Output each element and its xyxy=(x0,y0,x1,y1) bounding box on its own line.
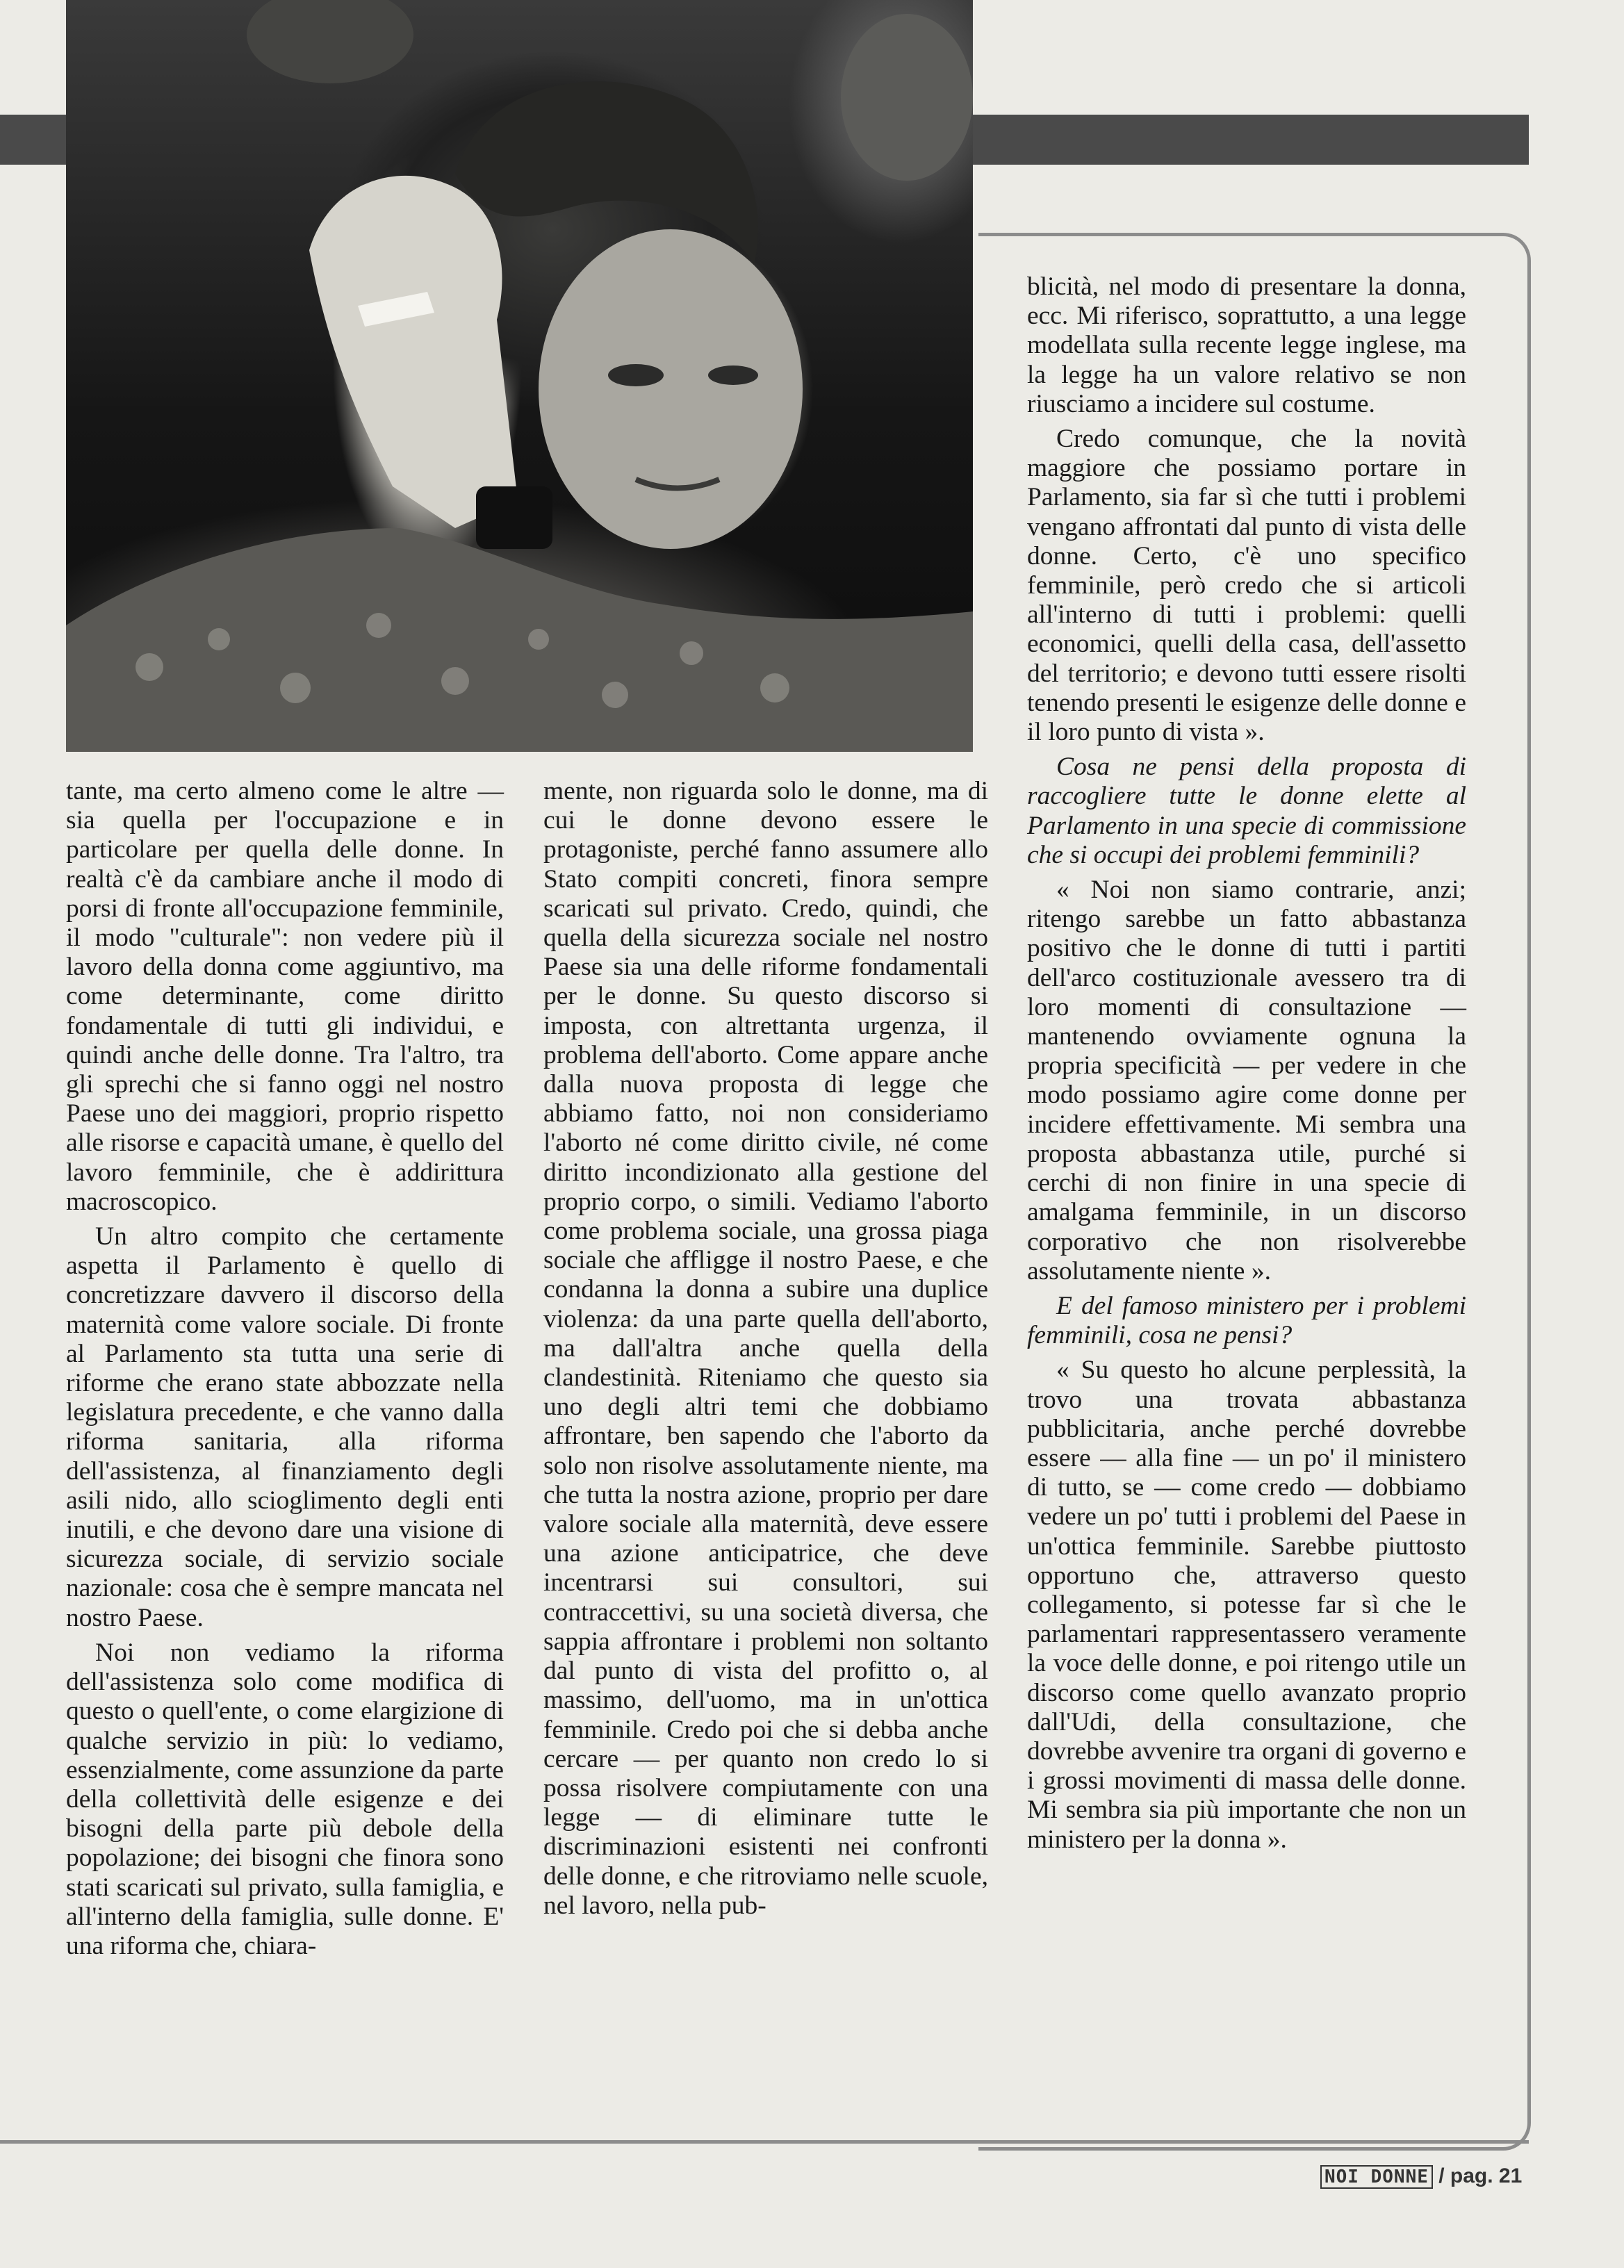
footer-separator: / xyxy=(1438,2164,1445,2187)
paragraph: Un altro compito che certamente aspetta il Parlamento è quello di concretizzare davvero il discorso della maternità come valore sociale. Di fronte al Parlamento sta tutta una serie di riforme che erano state abbozzate nella legislatura precedente, e che vanno dalla riforma sanitaria, alla riforma dell'assistenza, al finanziamento degli asili nido, allo scioglimento degli enti inutili, e che devono dare una visione di sicurezza sociale, di servizio sociale nazionale: cosa che è sempre mancata nel nostro Paese. xyxy=(66,1222,504,1632)
page-number: pag. 21 xyxy=(1450,2164,1523,2187)
hand-shape xyxy=(309,176,518,528)
blouse-shape xyxy=(66,528,973,752)
background-figure xyxy=(247,0,413,83)
paragraph: « Su questo ho alcune perplessità, la trovo una trovata abbastanza pubblicitaria, anche perché dovrebbe essere — alla fine — un po' il ministero di tutto, se — come credo — dobbiamo vedere un po' tutti i problemi del Paese in un'ottica femminile. Sarebbe piuttosto opportuno che, attraverso questo collegamento, si potesse far sì che le parlamentari rappresentassero veramente la voce delle donne, e poi ritengo utile un discorso come quello avanzato proprio dall'Udi, della consultazione, che dovrebbe avvenire tra organi di governo e i grossi movimenti di massa delle donne. Mi sembra sia più importante che non un ministero per la donna ». xyxy=(1027,1356,1466,1854)
portrait-photo xyxy=(66,0,973,752)
article-column-1 xyxy=(66,777,504,1961)
eye-shape xyxy=(708,365,758,385)
eye-shape xyxy=(608,364,664,386)
paragraph: tante, ma certo almeno come le altre — sia quella per l'occupazione e in particolare per quella delle donne. In realtà c'è da cambiare anche il modo di porsi di fronte all'occupazione femminile, il modo "culturale": non vedere più il lavoro della donna come aggiuntivo, ma come determinante, come diritto fondamentale di tutti gli individui, e quindi anche delle donne. Tra l'altro, tra gli sprechi che si fanno oggi nel nostro Paese uno dei maggiori, proprio rispetto alle risorse e capacità umane, è quello del lavoro femminile, che è addirittura macroscopico. xyxy=(66,777,504,1216)
photo-shapes xyxy=(66,0,973,752)
article-column-2 xyxy=(543,777,988,1921)
paragraph: mente, non riguarda solo le donne, ma di cui le donne devono essere le protagoniste, perché fanno assumere allo Stato compiti concreti, finora sempre scaricati sul privato. Credo, quindi, che quella della sicurezza sociale nel nostro Paese sia una delle riforme fondamentali per le donne. Su questo discorso si imposta, con altrettanta urgenza, il problema dell'aborto. Come appare anche dalla nuova proposta di legge che abbiamo fatto, noi non consideriamo l'aborto né come diritto civile, né come diritto incondizionato alla gestione del proprio corpo, o simili. Vediamo l'aborto come problema sociale, una grossa piaga sociale che affligge il nostro Paese, e che condanna la donna a subire una duplice violenza: da una parte quella dell'aborto, ma dall'altra anche quella della clandestinità. Riteniamo che questo sia uno degli altri temi che dobbiamo affrontare, ben sapendo che l'aborto da solo non risolve assolutamente niente, ma che tutta la nostra azione, proprio per dare valore sociale alla maternità, deve essere una azione anticipatrice, che deve incentrarsi sui consultori, sui contraccettivi, su una società diversa, che sappia affrontare i problemi non soltanto dal punto di vista del profitto o, al massimo, dell'uomo, ma in un'ottica femminile. Credo poi che si debba anche cercare — per quanto non credo lo si possa risolvere compiutamente con una legge — di eliminare tutte le discriminazioni esistenti nei confronti delle donne, e che ritroviamo nelle scuole, nel lavoro, nella pub- xyxy=(543,777,988,1920)
face-shape xyxy=(539,229,803,549)
bottom-rule xyxy=(0,2140,1529,2144)
hair-shape xyxy=(455,81,758,264)
paragraph: Credo comunque, che la novità maggiore che possiamo portare in Parlamento, sia far sì che tutti i problemi vengano affrontati dal punto di vista delle donne. Certo, c'è uno specifico femminile, però credo che si articoli all'interno di tutti i problemi: quelli economici, quelli della casa, dell'assetto del territorio; e devono tutti essere risolti tenendo presenti le esigenze delle donne e il loro punto di vista ». xyxy=(1027,425,1466,747)
article-column-3 xyxy=(1027,272,1466,1855)
interview-question: E del famoso ministero per i problemi femminili, cosa ne pensi? xyxy=(1027,1291,1466,1350)
paragraph: Noi non vediamo la riforma dell'assistenza solo come modifica di questo o quell'ente, o come elargizione di qualche servizio in più: lo vediamo, essenzialmente, come assunzione da parte della collettività delle esigenze e dei bisogni della parte più debole della popolazione; dei bisogni che finora sono stati scaricati sul privato, sulla famiglia, e all'interno della famiglia, sulle donne. E' una riforma che, chiara- xyxy=(66,1638,504,1960)
background-figure xyxy=(841,14,973,181)
wristwatch-shape xyxy=(476,486,552,549)
paragraph: blicità, nel modo di presentare la donna, ecc. Mi riferisco, soprattutto, a una legge modellata sulla recente legge inglese, ma la legge ha un valore relativo se non riusciamo a incidere sul costume. xyxy=(1027,272,1466,418)
interview-question: Cosa ne pensi della proposta di raccogliere tutte le donne elette al Parlamento in una specie di commissione che si occupi dei problemi femminili? xyxy=(1027,753,1466,869)
magazine-logo: NOI DONNE xyxy=(1320,2165,1433,2189)
paragraph: « Noi non siamo contrarie, anzi; ritengo sarebbe un fatto abbastanza positivo che le donne di tutti i partiti dell'arco costituzionale avessero tra di loro momenti di consultazione — mantenendo ovviamente ognuna la propria specificità — per vedere in che modo possiamo agire come donne per incidere effettivamente. Mi sembra una proposta abbastanza utile, purché si cerchi di non finire in una specie di amalgama femminile, in un discorso corporativo che non risolverebbe assolutamente niente ». xyxy=(1027,876,1466,1285)
page-footer xyxy=(1320,2164,1522,2188)
